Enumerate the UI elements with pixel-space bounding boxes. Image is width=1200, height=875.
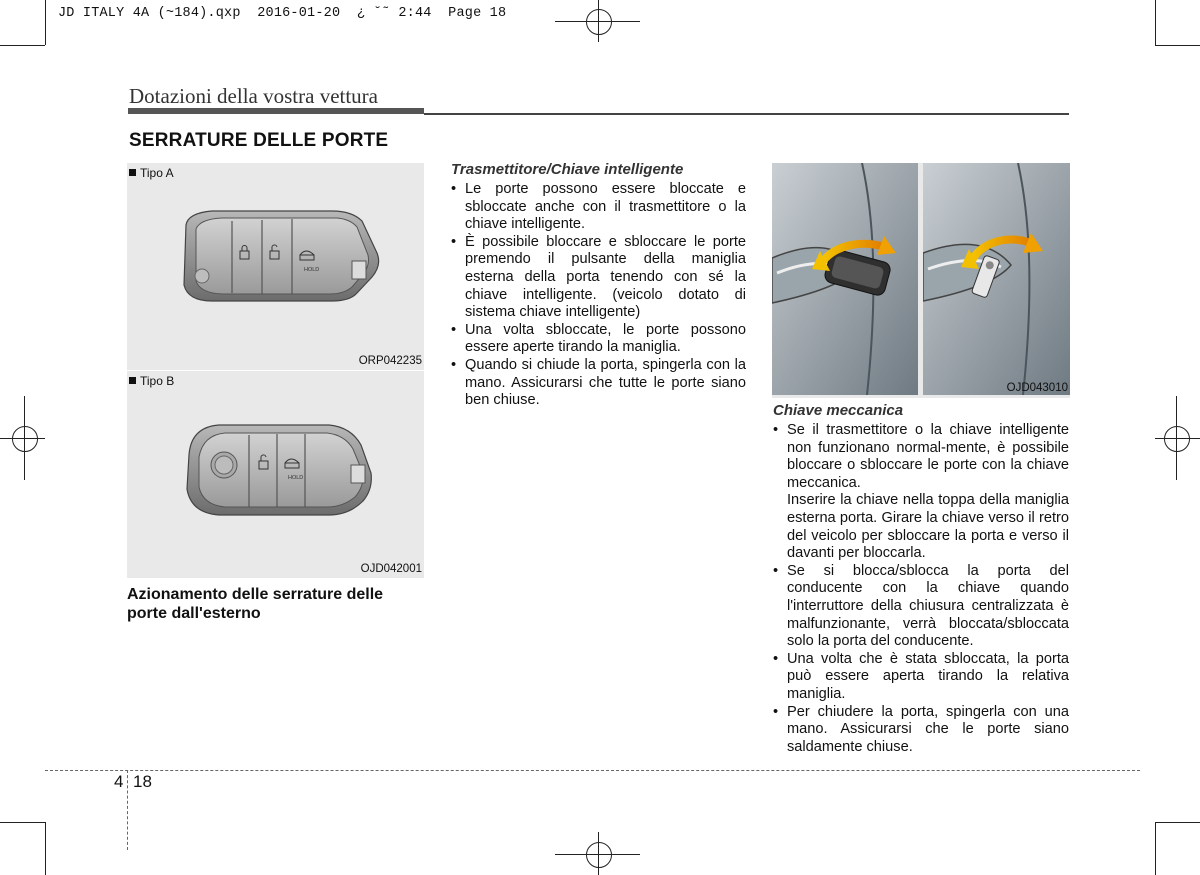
figure-code: OJD042001 — [360, 563, 422, 575]
list-item-continuation: Inserire la chiave nella toppa della maniglia esterna porta. Girare la chiave verso il retro del veicolo per sbloccare la porta e verso il davanti per bloccarla. — [787, 492, 1069, 562]
print-slug: JD ITALY 4A (~184).qxp 2016-01-20 ¿ ˘˜ 2:44 Page 18 — [58, 6, 507, 21]
registration-circle — [1164, 426, 1190, 452]
list-item: • Una volta che è stata sbloccata, la porta può essere aperta tirando la relativa maniglia. — [771, 651, 1069, 704]
footer-rule — [127, 770, 128, 850]
figure-door-lock-photos — [772, 163, 1070, 398]
list-item: • Se si blocca/sblocca la porta del conducente con la chiave quando l'interruttore della chiusura centralizzata è malfunzionante, verrà bloccata/sbloccata solo la porta del conducente. — [771, 563, 1069, 651]
list-item: • È possibile bloccare e sbloccare le porte premendo il pulsante della maniglia esterna della porta tenendo con sé la chiave intelligente. (veicolo dotato di sistema chiave intelligente) — [449, 234, 746, 322]
footer-rule — [45, 770, 1140, 771]
subsection-heading: Chiave meccanica — [773, 402, 904, 419]
svg-text:HOLD: HOLD — [304, 267, 320, 273]
list-item: • Quando si chiude la porta, spingerla con la mano. Assicurarsi che tutte le porte siano ben chiuse. — [449, 357, 746, 410]
page-number: 18 — [133, 772, 152, 791]
crop-mark — [1155, 822, 1156, 875]
crop-mark — [1155, 45, 1200, 46]
list-item: • Una volta sbloccate, le porte possono essere aperte tirando la maniglia. — [449, 322, 746, 357]
svg-text:HOLD: HOLD — [288, 475, 304, 481]
figure-label: Tipo B — [129, 374, 174, 388]
figure-label: Tipo A — [129, 166, 174, 180]
registration-circle — [586, 9, 612, 35]
photo-key-fob-door — [772, 163, 918, 395]
registration-circle — [586, 842, 612, 868]
chapter-header-title: Dotazioni della vostra vettura — [129, 84, 378, 108]
crop-mark — [0, 45, 45, 46]
smart-key-b-illustration — [179, 415, 379, 525]
figure-code: ORP042235 — [358, 355, 422, 367]
crop-mark — [1155, 822, 1200, 823]
bullet-list — [771, 422, 1069, 756]
list-item: • Se il trasmettitore o la chiave intelligente non funzionano normal-mente, è possibile bloccare o sbloccare le porte con la chiave meccanica. — [771, 422, 1069, 492]
section-title: SERRATURE DELLE PORTE — [129, 130, 389, 151]
figure-code: OJD043010 — [1006, 382, 1068, 394]
list-item: • Le porte possono essere bloccate e sbloccate anche con il trasmettitore o la chiave intelligente. — [449, 181, 746, 234]
header-rule — [424, 113, 1069, 115]
crop-mark — [0, 822, 45, 823]
bullet-list — [449, 181, 746, 410]
registration-circle — [12, 426, 38, 452]
photo-mechanical-key-door — [923, 163, 1070, 395]
subsection-heading: Trasmettitore/Chiave intelligente — [451, 161, 684, 178]
header-rule — [128, 108, 424, 114]
figure-key-type-b — [127, 371, 424, 578]
crop-mark — [1155, 0, 1156, 45]
chapter-number: 4 — [114, 772, 124, 791]
subsection-heading: Azionamento delle serrature delle porte dall'esterno — [127, 586, 384, 622]
list-item: • Per chiudere la porta, spingerla con una mano. Assicurarsi che le porte siano saldamente chiuse. — [771, 704, 1069, 757]
smart-key-a-illustration — [172, 203, 387, 313]
crop-mark — [45, 822, 46, 875]
figure-key-type-a — [127, 163, 424, 370]
crop-mark — [45, 0, 46, 45]
